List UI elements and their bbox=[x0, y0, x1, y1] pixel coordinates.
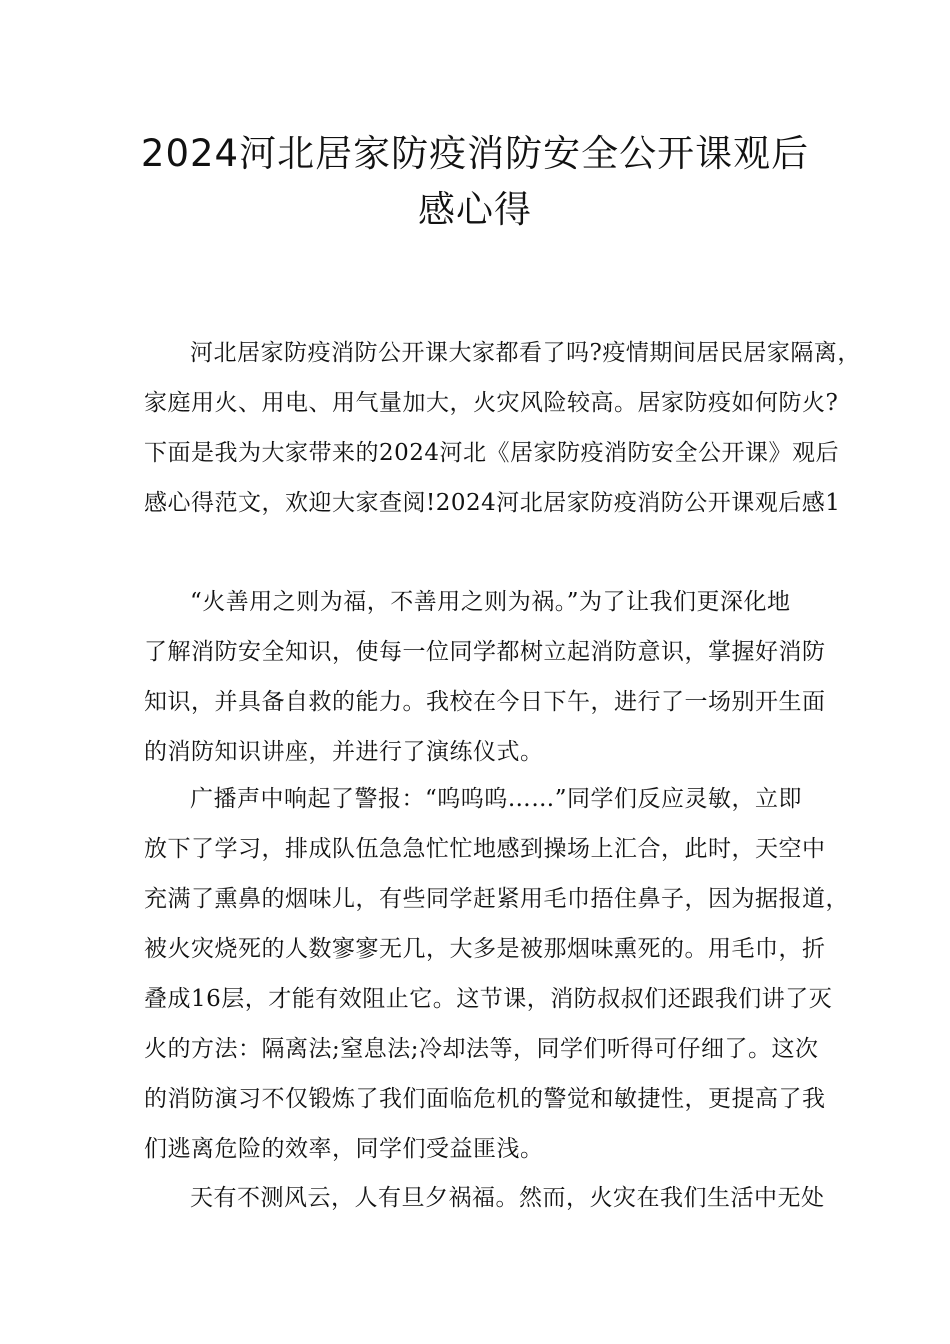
text-line: 知识，并具备自救的能力。我校在今日下午，进行了一场别开生面 bbox=[144, 689, 826, 715]
body-paragraph-3 bbox=[144, 1173, 826, 1223]
text-line: 了解消防安全知识，使每一位同学都树立起消防意识，掌握好消防 bbox=[144, 639, 826, 665]
text-line: 放下了学习，排成队伍急急忙忙地感到操场上汇合，此时，天空中 bbox=[144, 836, 826, 862]
intro-paragraph bbox=[144, 328, 861, 528]
text-line: 下面是我为大家带来的2024河北《居家防疫消防安全公开课》观后 bbox=[144, 440, 840, 466]
text-line: 广播声中响起了警报：“呜呜呜……”同学们反应灵敏，立即 bbox=[190, 786, 803, 812]
text-line: 河北居家防疫消防公开课大家都看了吗?疫情期间居民居家隔离， bbox=[190, 340, 861, 366]
text-line: 天有不测风云，人有旦夕祸福。然而，火灾在我们生活中无处 bbox=[190, 1185, 825, 1211]
title-line: 感心得 bbox=[418, 188, 532, 231]
document-title bbox=[100, 126, 850, 238]
text-line: 被火灾烧死的人数寥寥无几，大多是被那烟味熏死的。用毛巾，折 bbox=[144, 936, 826, 962]
text-line: 的消防知识讲座，并进行了演练仪式。 bbox=[144, 739, 544, 765]
title-line: 2024河北居家防疫消防安全公开课观后 bbox=[140, 132, 810, 175]
text-line: 的消防演习不仅锻炼了我们面临危机的警觉和敏捷性，更提高了我 bbox=[144, 1086, 826, 1112]
text-line: “火善用之则为福，不善用之则为祸。”为了让我们更深化地 bbox=[190, 589, 791, 615]
body-paragraph-1 bbox=[144, 577, 826, 777]
text-line: 火的方法：隔离法;窒息法;冷却法等，同学们听得可仔细了。这次 bbox=[144, 1036, 819, 1062]
body-paragraph-2 bbox=[144, 774, 849, 1174]
text-line: 叠成16层，才能有效阻止它。这节课，消防叔叔们还跟我们讲了灭 bbox=[144, 986, 833, 1012]
text-line: 感心得范文，欢迎大家查阅!2024河北居家防疫消防公开课观后感1 bbox=[144, 490, 841, 516]
text-line: 家庭用火、用电、用气量加大，火灾风险较高。居家防疫如何防火? bbox=[144, 390, 839, 416]
text-line: 们逃离危险的效率，同学们受益匪浅。 bbox=[144, 1136, 544, 1162]
text-line: 充满了熏鼻的烟味儿，有些同学赶紧用毛巾捂住鼻子，因为据报道， bbox=[144, 886, 849, 912]
